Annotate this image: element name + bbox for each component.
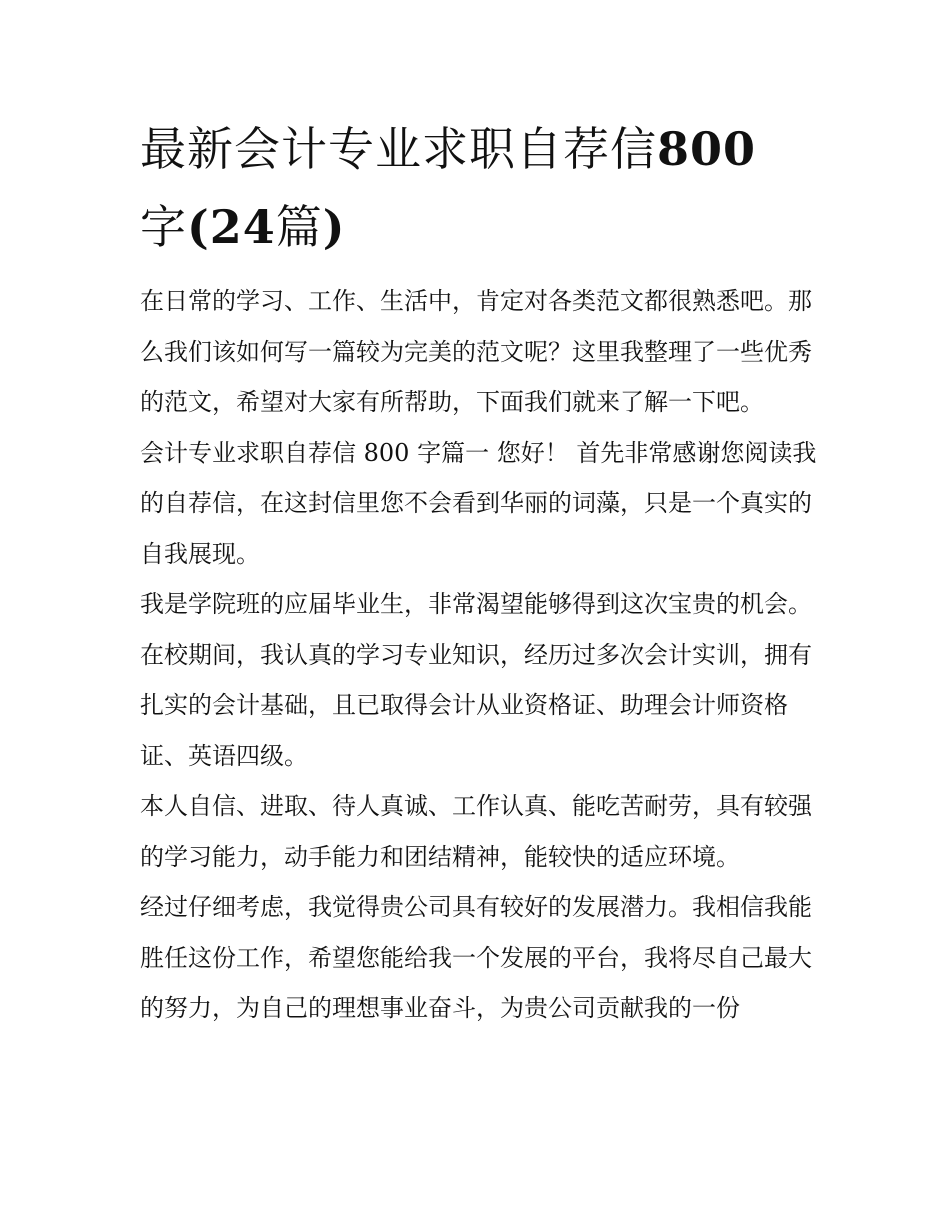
title-close: ) <box>322 200 346 254</box>
paragraph-motivation: 经过仔细考虑，我觉得贵公司具有较好的发展潜力。我相信我能胜任这份工作，希望您能给我一个发展的平台，我将尽自己最大的努力，为自己的理想事业奋斗，为贵公司贡献我的一份 <box>140 893 812 1022</box>
paragraph-greeting: 会计专业求职自荐信 800 字篇一 您好！ 首先非常感谢您阅读我的自荐信，在这封信里您不会看到华丽的词藻，只是一个真实的自我展现。 <box>140 438 817 568</box>
paragraph-personality: 本人自信、进取、待人真诚、工作认真、能吃苦耐劳，具有较强的学习能力，动手能力和团结精神，能较快的适应环境。 <box>140 792 812 871</box>
paragraph-intro: 在日常的学习、工作、生活中，肯定对各类范文都很熟悉吧。那么我们该如何写一篇较为完美的范文呢？这里我整理了一些优秀的范文，希望对大家有所帮助，下面我们就来了解一下吧。 <box>140 287 812 416</box>
title-text-1: 最新会计专业求职自荐信 <box>140 122 657 176</box>
title-text-3: 篇 <box>275 200 323 254</box>
title-count: (24 <box>187 200 276 254</box>
document-title <box>140 110 820 266</box>
document-body <box>140 276 820 1034</box>
title-number: 800 <box>657 122 757 176</box>
title-text-2: 字 <box>140 200 187 254</box>
paragraph-education: 我是学院班的应届毕业生，非常渴望能够得到这次宝贵的机会。在校期间，我认真的学习专业知识，经历过多次会计实训，拥有扎实的会计基础，且已取得会计从业资格证、助理会计师资格证、英语四级。 <box>140 590 812 770</box>
document-content <box>140 110 820 1034</box>
